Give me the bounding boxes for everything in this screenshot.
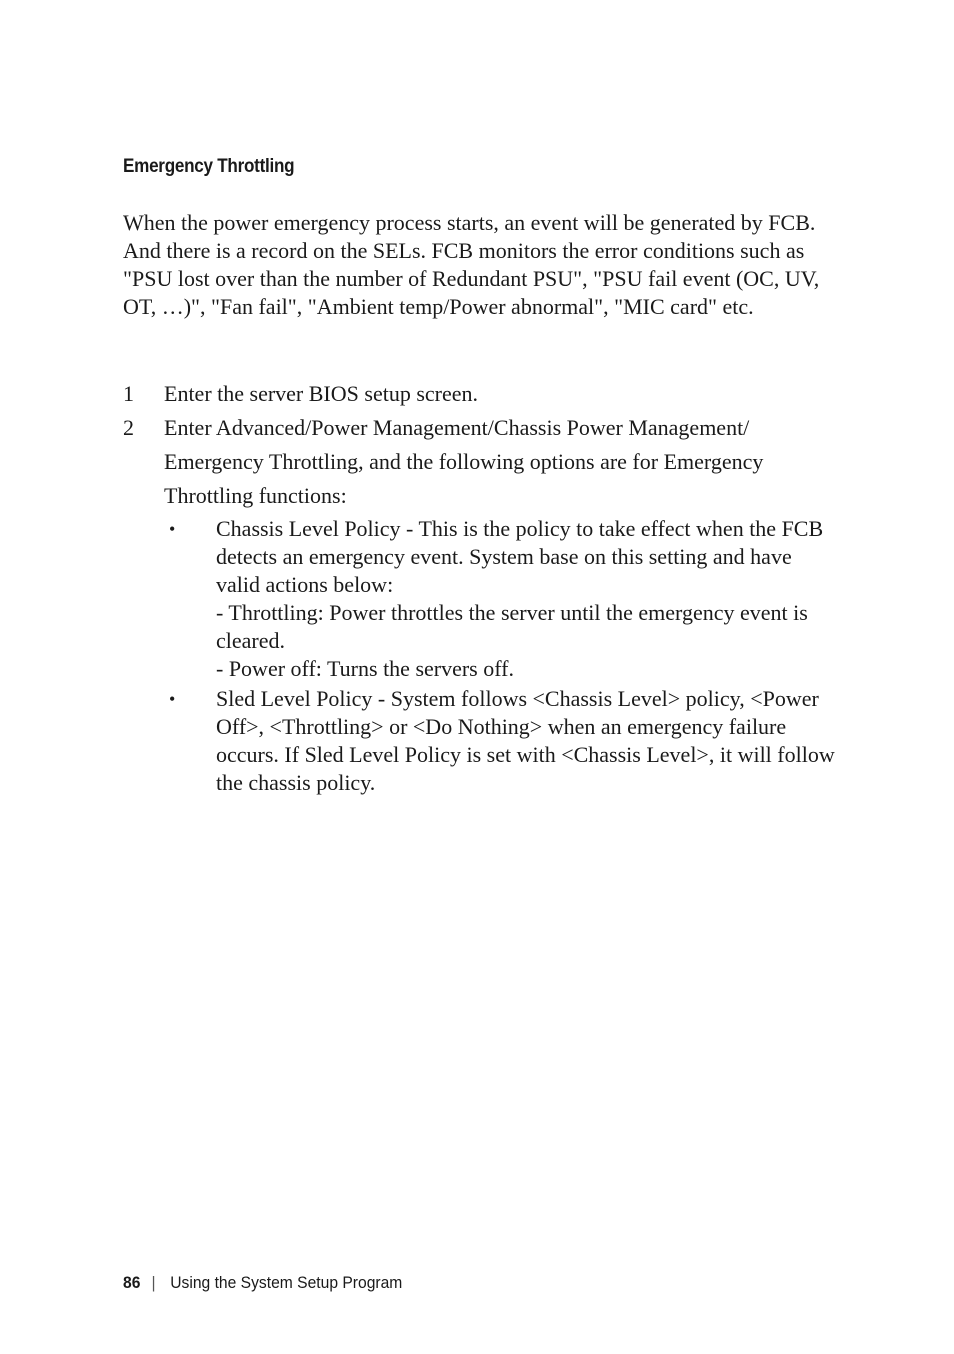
page-footer [123,1273,402,1293]
chapter-title: Using the System Setup Program [170,1273,403,1292]
step-text: Enter the server BIOS setup screen. [164,381,479,406]
step-number: 2 [123,415,134,440]
option-sled-level-policy [164,685,836,797]
option-action-throttling: - Throttling: Power throttles the server until the emergency event is cleared. [216,600,808,653]
step-text: Enter Advanced/Power Management/Chassis Power Management/ Emergency Throttling, and the following options are for Emergency Throttling functions: [164,415,764,508]
section-heading: Emergency Throttling [123,156,295,177]
footer-separator: | [151,1273,156,1292]
option-description: Sled Level Policy - System follows <Chassis Level> policy, <Power Off>, <Throttling> or <Do Nothing> when an emergency failure occurs. If Sled Level Policy is set with <Chassis Level>, it will follow the chassis policy. [216,686,835,795]
step-number: 1 [123,381,134,406]
option-chassis-level-policy [164,515,836,683]
steps-list [123,377,843,799]
options-list [164,515,843,797]
step-item [123,411,843,797]
bullet-icon: • [169,689,176,709]
bullet-icon: • [169,519,176,539]
step-item [123,377,843,411]
option-description: Chassis Level Policy - This is the policy to take effect when the FCB detects an emergency event. System base on this setting and have valid actions below: [216,516,824,597]
page-number: 86 [123,1273,141,1292]
option-action-power-off: - Power off: Turns the servers off. [216,656,514,681]
intro-paragraph: When the power emergency process starts, an event will be generated by FCB. And there is a record on the SELs. FCB monitors the error conditions such as "PSU lost over than the number of Redundant PSU", "PSU fail event (OC, UV, OT, …)", "Fan fail", "Ambient temp/Power abnormal", "MIC card" etc. [123,210,820,319]
